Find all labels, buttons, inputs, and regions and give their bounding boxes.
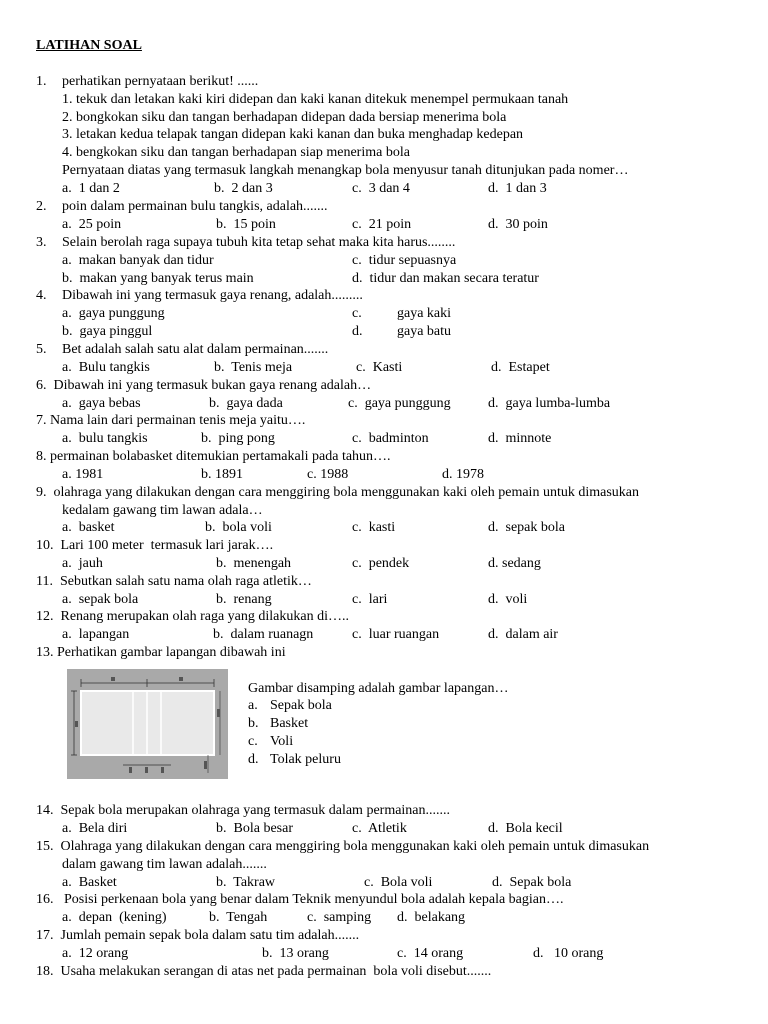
question-13-option-a-letter: a. bbox=[248, 698, 258, 713]
question-11-option-c: c. lari bbox=[352, 592, 388, 607]
question-9-option-d: d. sepak bola bbox=[488, 520, 565, 535]
question-17-text: 17. Jumlah pemain sepak bola dalam satu tim adalah....... bbox=[36, 928, 360, 943]
question-5-number: 5. bbox=[36, 342, 47, 357]
question-4-option-c-letter: c. bbox=[352, 306, 362, 321]
volleyball-court-illustration bbox=[67, 669, 228, 779]
question-4-option-c: gaya kaki bbox=[397, 306, 452, 321]
question-1-number: 1. bbox=[36, 74, 47, 89]
question-1-option-a: a. 1 dan 2 bbox=[62, 181, 120, 196]
question-3-number: 3. bbox=[36, 235, 47, 250]
question-8-option-a: a. 1981 bbox=[62, 467, 104, 482]
question-1-statement-3: 3. letakan kedua telapak tangan didepan kaki kanan dan buka menghadap kedepan bbox=[62, 127, 524, 142]
question-13-option-b-letter: b. bbox=[248, 716, 259, 731]
question-10-text: 10. Lari 100 meter termasuk lari jarak…. bbox=[36, 538, 274, 553]
question-11-option-a: a. sepak bola bbox=[62, 592, 139, 607]
question-10-option-b: b. menengah bbox=[216, 556, 292, 571]
question-3-option-c: c. tidur sepuasnya bbox=[352, 253, 457, 268]
question-5-option-c: c. Kasti bbox=[356, 360, 403, 375]
question-3-option-a: a. makan banyak dan tidur bbox=[62, 253, 214, 268]
question-14-text: 14. Sepak bola merupakan olahraga yang termasuk dalam permainan....... bbox=[36, 803, 451, 818]
question-8-option-b: b. 1891 bbox=[201, 467, 243, 482]
question-9-text-continued: kedalam gawang tim lawan adala… bbox=[62, 503, 263, 518]
question-10-option-c: c. pendek bbox=[352, 556, 410, 571]
question-9-option-a: a. basket bbox=[62, 520, 115, 535]
page-title: LATIHAN SOAL bbox=[36, 38, 142, 53]
question-7-option-c: c. badminton bbox=[352, 431, 429, 446]
question-12-option-c: c. luar ruangan bbox=[352, 627, 440, 642]
question-15-option-c: c. Bola voli bbox=[364, 875, 433, 890]
question-13-option-d-letter: d. bbox=[248, 752, 259, 767]
question-17-option-b: b. 13 orang bbox=[262, 946, 329, 961]
question-14-option-c: c. Atletik bbox=[352, 821, 407, 836]
question-11-option-b: b. renang bbox=[216, 592, 272, 607]
question-8-option-c: c. 1988 bbox=[307, 467, 349, 482]
question-6-option-c: c. gaya punggung bbox=[348, 396, 451, 411]
question-17-option-c: c. 14 orang bbox=[397, 946, 464, 961]
question-16-option-d: d. belakang bbox=[397, 910, 466, 925]
question-7-option-b: b. ping pong bbox=[201, 431, 275, 446]
question-4-text: Dibawah ini yang termasuk gaya renang, adalah......... bbox=[62, 288, 363, 303]
question-16-option-a: a. depan (kening) bbox=[62, 910, 167, 925]
question-4-option-d: gaya batu bbox=[397, 324, 452, 339]
question-17-option-a: a. 12 orang bbox=[62, 946, 129, 961]
question-4-option-d-letter: d. bbox=[352, 324, 363, 339]
question-14-option-b: b. Bola besar bbox=[216, 821, 293, 836]
question-1-option-c: c. 3 dan 4 bbox=[352, 181, 410, 196]
question-3-option-d: d. tidur dan makan secara teratur bbox=[352, 271, 539, 286]
question-12-option-d: d. dalam air bbox=[488, 627, 558, 642]
question-5-option-a: a. Bulu tangkis bbox=[62, 360, 150, 375]
question-13-option-d: Tolak peluru bbox=[270, 752, 341, 767]
question-6-option-a: a. gaya bebas bbox=[62, 396, 141, 411]
question-12-option-a: a. lapangan bbox=[62, 627, 130, 642]
question-7-option-d: d. minnote bbox=[488, 431, 552, 446]
question-10-option-a: a. jauh bbox=[62, 556, 103, 571]
question-5-text: Bet adalah salah satu alat dalam permainan....... bbox=[62, 342, 329, 357]
question-2-option-c: c. 21 poin bbox=[352, 217, 412, 232]
question-15-text-continued: dalam gawang tim lawan adalah....... bbox=[62, 857, 267, 872]
question-13-option-a: Sepak bola bbox=[270, 698, 332, 713]
question-6-option-d: d. gaya lumba-lumba bbox=[488, 396, 611, 411]
question-9-option-b: b. bola voli bbox=[205, 520, 272, 535]
question-16-option-b: b. Tengah bbox=[209, 910, 268, 925]
question-6-text: 6. Dibawah ini yang termasuk bukan gaya renang adalah… bbox=[36, 378, 372, 393]
question-1-statement-4: 4. bengkokan siku dan tangan berhadapan siap menerima bola bbox=[62, 145, 410, 160]
question-13-prompt: Gambar disamping adalah gambar lapangan… bbox=[248, 681, 509, 696]
question-4-option-b: b. gaya pinggul bbox=[62, 324, 153, 339]
question-4-option-a: a. gaya punggung bbox=[62, 306, 165, 321]
question-15-option-b: b. Takraw bbox=[216, 875, 276, 890]
question-16-option-c: c. samping bbox=[307, 910, 372, 925]
question-5-option-d: d. Estapet bbox=[491, 360, 550, 375]
question-1-option-b: b. 2 dan 3 bbox=[214, 181, 273, 196]
question-1-prompt: Pernyataan diatas yang termasuk langkah menangkap bola menyusur tanah ditunjukan pada nomer… bbox=[62, 163, 629, 178]
question-1-text: perhatikan pernyataan berikut! ...... bbox=[62, 74, 259, 89]
question-1-option-d: d. 1 dan 3 bbox=[488, 181, 547, 196]
question-4-number: 4. bbox=[36, 288, 47, 303]
question-3-text: Selain berolah raga supaya tubuh kita tetap sehat maka kita harus........ bbox=[62, 235, 456, 250]
question-9-option-c: c. kasti bbox=[352, 520, 396, 535]
question-15-option-d: d. Sepak bola bbox=[492, 875, 572, 890]
question-9-text: 9. olahraga yang dilakukan dengan cara menggiring bola menggunakan kaki oleh pemain untuk dimasukan bbox=[36, 485, 639, 500]
question-7-text: 7. Nama lain dari permainan tenis meja yaitu…. bbox=[36, 413, 306, 428]
question-11-text: 11. Sebutkan salah satu nama olah raga atletik… bbox=[36, 574, 312, 589]
question-15-option-a: a. Basket bbox=[62, 875, 117, 890]
question-13-option-c-letter: c. bbox=[248, 734, 258, 749]
question-16-text: 16. Posisi perkenaan bola yang benar dalam Teknik menyundul bola adalah kepala bagian…. bbox=[36, 892, 564, 907]
question-11-option-d: d. voli bbox=[488, 592, 528, 607]
question-2-number: 2. bbox=[36, 199, 47, 214]
question-2-text: poin dalam permainan bulu tangkis, adalah....... bbox=[62, 199, 328, 214]
question-18-text: 18. Usaha melakukan serangan di atas net pada permainan bola voli disebut....... bbox=[36, 964, 492, 979]
question-12-text: 12. Renang merupakan olah raga yang dilakukan di….. bbox=[36, 609, 349, 624]
court-diagram bbox=[67, 669, 228, 779]
question-10-option-d: d. sedang bbox=[488, 556, 541, 571]
question-14-option-a: a. Bela diri bbox=[62, 821, 128, 836]
question-13-option-b: Basket bbox=[270, 716, 309, 731]
question-2-option-b: b. 15 poin bbox=[216, 217, 276, 232]
question-6-option-b: b. gaya dada bbox=[209, 396, 283, 411]
question-1-statement-2: 2. bongkokan siku dan tangan berhadapan didepan dada bersiap menerima bola bbox=[62, 110, 507, 125]
question-7-option-a: a. bulu tangkis bbox=[62, 431, 148, 446]
question-2-option-a: a. 25 poin bbox=[62, 217, 122, 232]
question-1-statement-1: 1. tekuk dan letakan kaki kiri didepan dan kaki kanan ditekuk menempel permukaan tanah bbox=[62, 92, 569, 107]
question-14-option-d: d. Bola kecil bbox=[488, 821, 563, 836]
question-8-option-d: d. 1978 bbox=[442, 467, 484, 482]
question-2-option-d: d. 30 poin bbox=[488, 217, 548, 232]
question-13-text: 13. Perhatikan gambar lapangan dibawah ini bbox=[36, 645, 286, 660]
question-8-text: 8. permainan bolabasket ditemukian pertamakali pada tahun…. bbox=[36, 449, 391, 464]
question-13-option-c: Voli bbox=[270, 734, 294, 749]
question-17-option-d: d. 10 orang bbox=[533, 946, 604, 961]
question-5-option-b: b. Tenis meja bbox=[214, 360, 293, 375]
question-12-option-b: b. dalam ruanagn bbox=[213, 627, 314, 642]
question-15-text: 15. Olahraga yang dilakukan dengan cara menggiring bola menggunakan kaki oleh pemain untuk dimasukan bbox=[36, 839, 650, 854]
question-3-option-b: b. makan yang banyak terus main bbox=[62, 271, 254, 286]
